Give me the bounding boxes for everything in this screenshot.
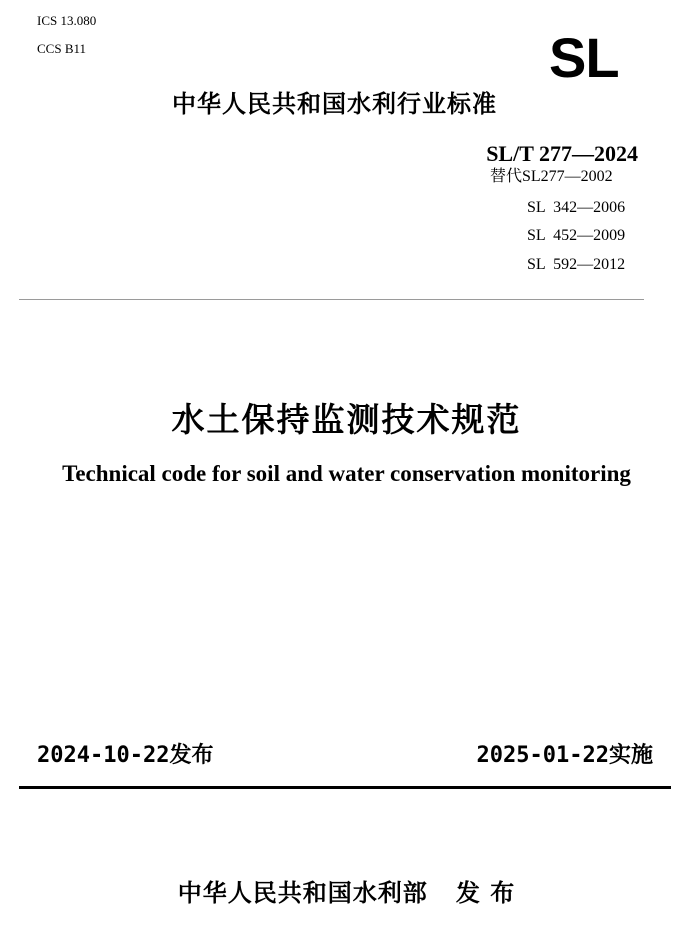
standard-number: SL/T 277—2024 [486, 141, 638, 166]
effective-date: 2025-01-22实施 [476, 743, 653, 768]
ccs-code: CCS B11 [37, 41, 87, 56]
issue-date: 2024-10-22发布 [37, 743, 214, 768]
replaces-line-2: SL 342—2006 [527, 199, 626, 216]
header-divider [19, 299, 644, 300]
title-english: Technical code for soil and water conservation monitoring [62, 461, 631, 486]
replaces-line-3: SL 452—2009 [527, 227, 626, 244]
publisher: 中华人民共和国水利部 发 布 [177, 879, 516, 907]
standard-category: 中华人民共和国水利行业标准 [172, 90, 497, 118]
footer-divider [19, 786, 671, 789]
replaces-line-1: 替代SL277—2002 [490, 168, 613, 185]
sl-logo: SL [549, 26, 619, 89]
replaces-line-4: SL 592—2012 [527, 256, 626, 273]
ics-code: ICS 13.080 [37, 13, 97, 28]
title-chinese: 水土保持监测技术规范 [171, 400, 522, 439]
